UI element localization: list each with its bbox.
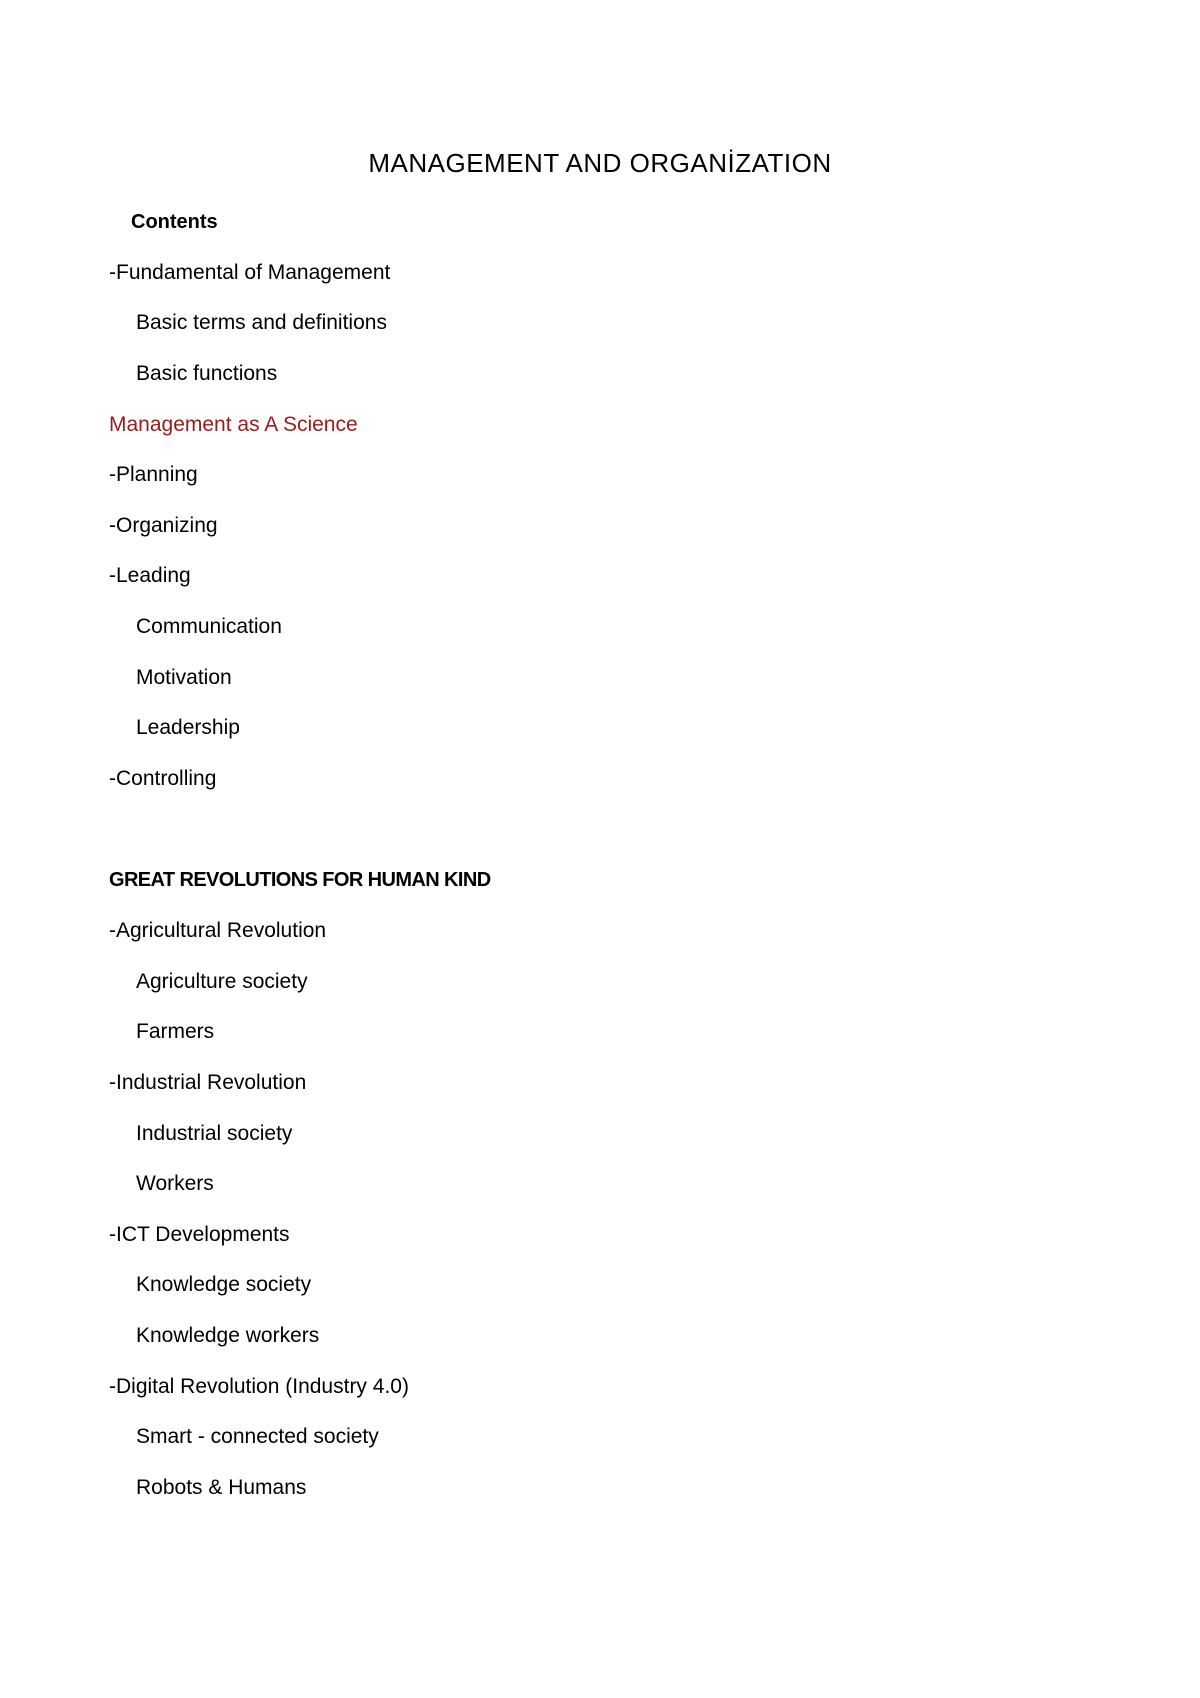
revolution-subitem: Knowledge society xyxy=(136,1273,312,1296)
toc-subitem: Basic terms and definitions xyxy=(136,311,387,334)
contents-label: Contents xyxy=(131,211,218,233)
toc-item-highlight: Management as A Science xyxy=(109,413,358,436)
revolution-item: -Agricultural Revolution xyxy=(109,919,327,942)
revolution-subitem: Robots & Humans xyxy=(136,1476,307,1499)
toc-subitem: Leadership xyxy=(136,716,240,739)
toc-item: -Organizing xyxy=(109,514,218,537)
document-title: MANAGEMENT AND ORGANİZATION xyxy=(368,148,832,178)
revolution-subitem: Smart - connected society xyxy=(136,1425,379,1448)
revolution-item: -Digital Revolution (Industry 4.0) xyxy=(109,1375,409,1398)
revolution-subitem: Industrial society xyxy=(136,1122,293,1145)
revolution-subitem: Farmers xyxy=(136,1020,215,1043)
revolution-subitem: Knowledge workers xyxy=(136,1324,320,1347)
toc-item: -Planning xyxy=(109,463,198,486)
toc-subitem: Basic functions xyxy=(136,362,278,385)
toc-item: -Leading xyxy=(109,564,191,587)
revolution-subitem: Agriculture society xyxy=(136,970,308,993)
revolution-item: -Industrial Revolution xyxy=(109,1071,307,1094)
toc-item: -Controlling xyxy=(109,767,217,790)
section-heading: GREAT REVOLUTIONS FOR HUMAN KIND xyxy=(109,869,491,891)
toc-subitem: Communication xyxy=(136,615,282,638)
revolution-item: -ICT Developments xyxy=(109,1223,290,1246)
toc-item: -Fundamental of Management xyxy=(109,261,391,284)
toc-subitem: Motivation xyxy=(136,666,232,689)
revolution-subitem: Workers xyxy=(136,1172,214,1195)
